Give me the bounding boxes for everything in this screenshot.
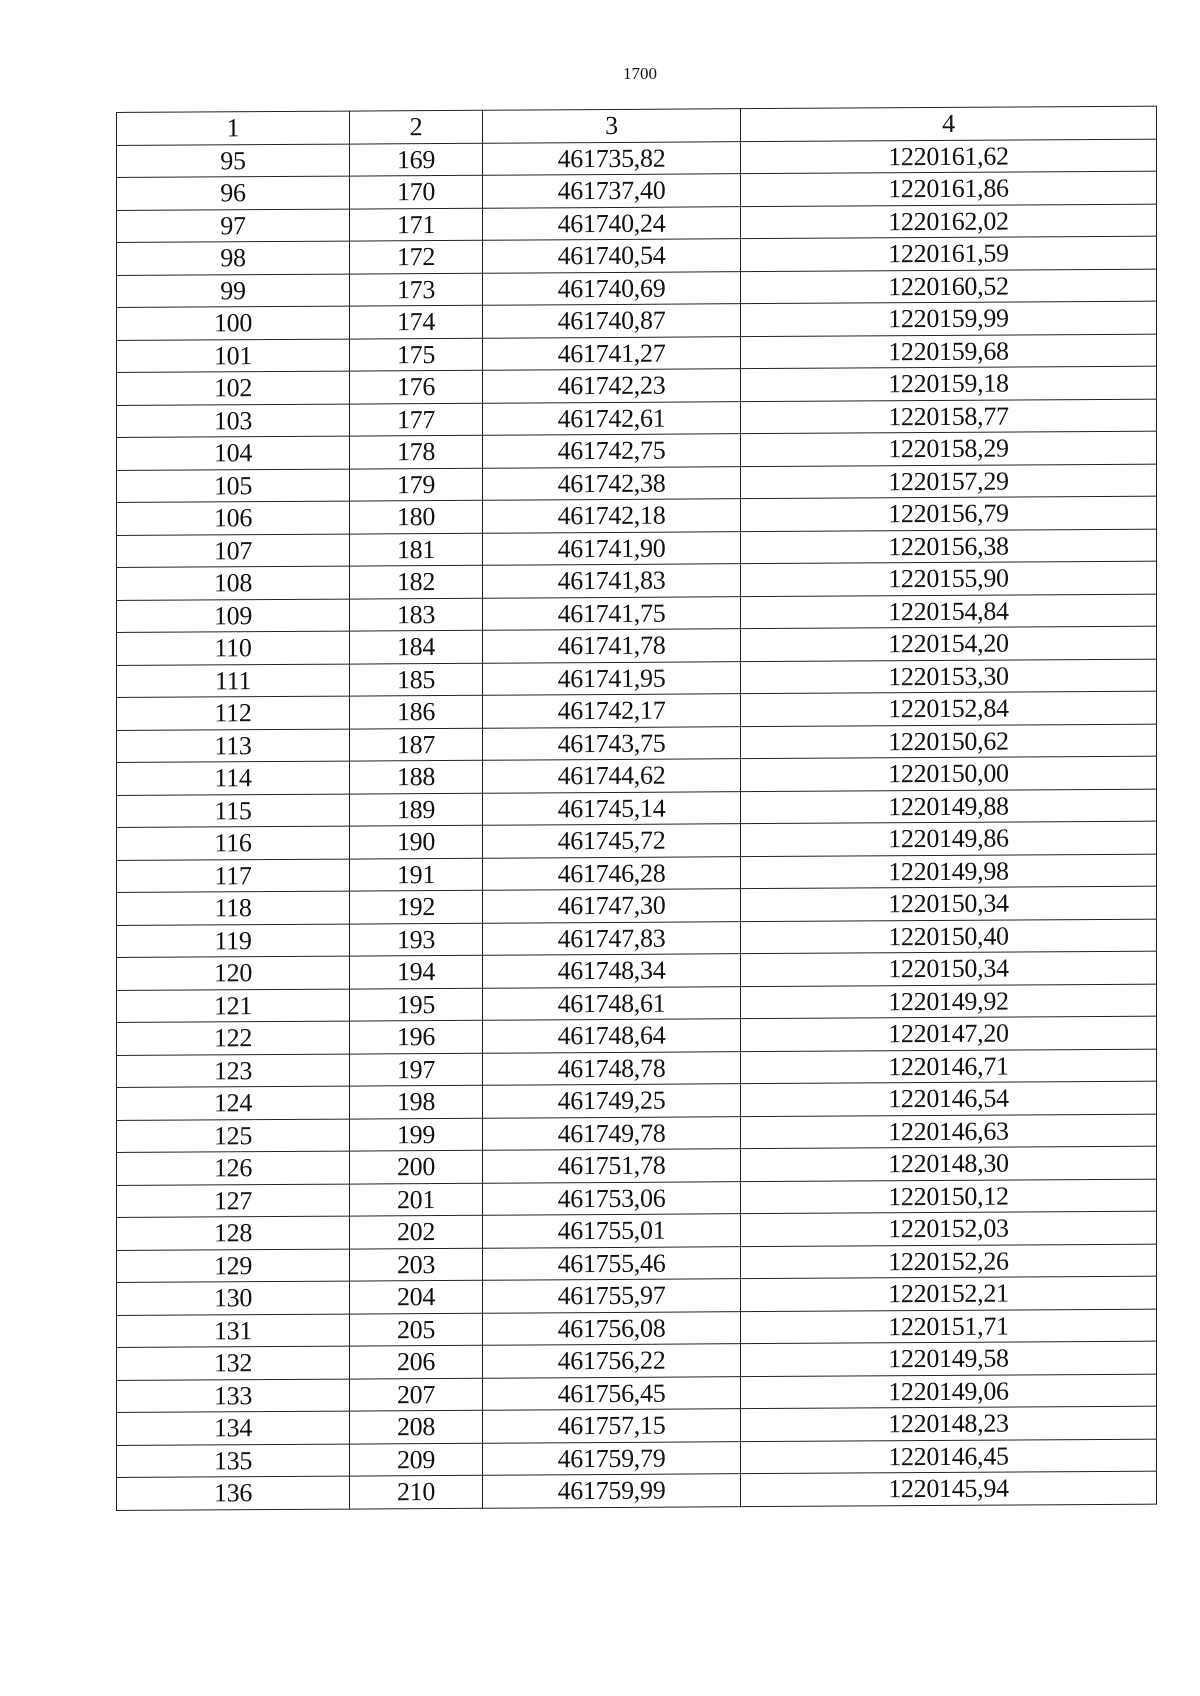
y-coordinate-cell: 1220159,68 xyxy=(741,334,1157,369)
table-body xyxy=(117,106,1157,1510)
y-coordinate-cell: 1220156,79 xyxy=(741,496,1157,531)
y-coordinate-cell: 1220160,52 xyxy=(741,269,1157,304)
x-coordinate-cell: 461740,69 xyxy=(483,271,741,305)
y-coordinate-cell: 1220150,40 xyxy=(741,919,1157,954)
y-coordinate-cell: 1220146,54 xyxy=(741,1081,1157,1116)
row-number-cell: 112 xyxy=(117,696,350,730)
point-number-cell: 204 xyxy=(350,1280,483,1313)
y-coordinate-cell: 1220148,23 xyxy=(741,1406,1157,1441)
point-number-cell: 198 xyxy=(350,1085,483,1118)
row-number-cell: 120 xyxy=(117,956,350,990)
point-number-cell: 176 xyxy=(350,370,483,403)
row-number-cell: 136 xyxy=(117,1476,350,1510)
y-coordinate-cell: 1220154,84 xyxy=(741,594,1157,629)
y-coordinate-cell: 1220150,34 xyxy=(741,886,1157,921)
point-number-cell: 203 xyxy=(350,1248,483,1281)
y-coordinate-cell: 1220155,90 xyxy=(741,561,1157,596)
x-coordinate-cell: 461748,34 xyxy=(483,954,741,988)
x-coordinate-cell: 461749,25 xyxy=(483,1084,741,1118)
point-number-cell: 174 xyxy=(350,305,483,338)
point-number-cell: 188 xyxy=(350,760,483,793)
x-coordinate-cell: 461735,82 xyxy=(483,141,741,175)
x-coordinate-cell: 461742,23 xyxy=(483,369,741,403)
row-number-cell: 105 xyxy=(117,469,350,503)
y-coordinate-cell: 1220152,26 xyxy=(741,1244,1157,1279)
y-coordinate-cell: 1220161,59 xyxy=(741,236,1157,271)
point-number-cell: 169 xyxy=(350,143,483,176)
y-coordinate-cell: 1220146,71 xyxy=(741,1049,1157,1084)
coordinates-table xyxy=(116,106,1157,1511)
y-coordinate-cell: 1220149,92 xyxy=(741,984,1157,1019)
column-header-2: 2 xyxy=(350,110,483,143)
row-number-cell: 119 xyxy=(117,924,350,958)
x-coordinate-cell: 461756,08 xyxy=(483,1311,741,1345)
row-number-cell: 124 xyxy=(117,1086,350,1120)
y-coordinate-cell: 1220149,86 xyxy=(741,821,1157,856)
y-coordinate-cell: 1220149,06 xyxy=(741,1374,1157,1409)
x-coordinate-cell: 461742,17 xyxy=(483,694,741,728)
point-number-cell: 206 xyxy=(350,1345,483,1378)
row-number-cell: 129 xyxy=(117,1249,350,1283)
column-header-3: 3 xyxy=(483,109,741,143)
row-number-cell: 118 xyxy=(117,891,350,925)
row-number-cell: 130 xyxy=(117,1281,350,1315)
point-number-cell: 208 xyxy=(350,1410,483,1443)
x-coordinate-cell: 461741,95 xyxy=(483,661,741,695)
point-number-cell: 177 xyxy=(350,403,483,436)
point-number-cell: 189 xyxy=(350,793,483,826)
x-coordinate-cell: 461737,40 xyxy=(483,174,741,208)
x-coordinate-cell: 461742,38 xyxy=(483,466,741,500)
point-number-cell: 178 xyxy=(350,435,483,468)
y-coordinate-cell: 1220152,21 xyxy=(741,1276,1157,1311)
row-number-cell: 95 xyxy=(117,144,350,178)
row-number-cell: 106 xyxy=(117,501,350,535)
row-number-cell: 127 xyxy=(117,1184,350,1218)
row-number-cell: 123 xyxy=(117,1054,350,1088)
y-coordinate-cell: 1220147,20 xyxy=(741,1016,1157,1051)
row-number-cell: 131 xyxy=(117,1314,350,1348)
point-number-cell: 197 xyxy=(350,1053,483,1086)
row-number-cell: 125 xyxy=(117,1119,350,1153)
row-number-cell: 104 xyxy=(117,436,350,470)
row-number-cell: 97 xyxy=(117,209,350,243)
x-coordinate-cell: 461759,99 xyxy=(483,1474,741,1508)
point-number-cell: 187 xyxy=(350,728,483,761)
y-coordinate-cell: 1220161,86 xyxy=(741,171,1157,206)
point-number-cell: 192 xyxy=(350,890,483,923)
row-number-cell: 109 xyxy=(117,599,350,633)
x-coordinate-cell: 461741,90 xyxy=(483,531,741,565)
y-coordinate-cell: 1220145,94 xyxy=(741,1471,1157,1506)
point-number-cell: 201 xyxy=(350,1183,483,1216)
point-number-cell: 170 xyxy=(350,175,483,208)
x-coordinate-cell: 461748,64 xyxy=(483,1019,741,1053)
y-coordinate-cell: 1220162,02 xyxy=(741,204,1157,239)
point-number-cell: 179 xyxy=(350,468,483,501)
point-number-cell: 209 xyxy=(350,1443,483,1476)
point-number-cell: 193 xyxy=(350,923,483,956)
row-number-cell: 99 xyxy=(117,274,350,308)
row-number-cell: 121 xyxy=(117,989,350,1023)
x-coordinate-cell: 461745,72 xyxy=(483,824,741,858)
coordinates-table-container xyxy=(116,109,1156,1511)
x-coordinate-cell: 461755,46 xyxy=(483,1246,741,1280)
row-number-cell: 114 xyxy=(117,761,350,795)
x-coordinate-cell: 461741,75 xyxy=(483,596,741,630)
point-number-cell: 199 xyxy=(350,1118,483,1151)
x-coordinate-cell: 461740,24 xyxy=(483,206,741,240)
point-number-cell: 194 xyxy=(350,955,483,988)
point-number-cell: 205 xyxy=(350,1313,483,1346)
x-coordinate-cell: 461741,83 xyxy=(483,564,741,598)
row-number-cell: 117 xyxy=(117,859,350,893)
point-number-cell: 200 xyxy=(350,1150,483,1183)
x-coordinate-cell: 461740,87 xyxy=(483,304,741,338)
x-coordinate-cell: 461751,78 xyxy=(483,1149,741,1183)
x-coordinate-cell: 461755,97 xyxy=(483,1279,741,1313)
point-number-cell: 185 xyxy=(350,663,483,696)
x-coordinate-cell: 461742,18 xyxy=(483,499,741,533)
row-number-cell: 111 xyxy=(117,664,350,698)
y-coordinate-cell: 1220149,58 xyxy=(741,1341,1157,1376)
row-number-cell: 126 xyxy=(117,1151,350,1185)
point-number-cell: 181 xyxy=(350,533,483,566)
x-coordinate-cell: 461748,61 xyxy=(483,986,741,1020)
y-coordinate-cell: 1220158,29 xyxy=(741,431,1157,466)
point-number-cell: 196 xyxy=(350,1020,483,1053)
row-number-cell: 113 xyxy=(117,729,350,763)
row-number-cell: 135 xyxy=(117,1444,350,1478)
row-number-cell: 115 xyxy=(117,794,350,828)
row-number-cell: 134 xyxy=(117,1411,350,1445)
y-coordinate-cell: 1220157,29 xyxy=(741,464,1157,499)
point-number-cell: 195 xyxy=(350,988,483,1021)
y-coordinate-cell: 1220152,03 xyxy=(741,1211,1157,1246)
x-coordinate-cell: 461745,14 xyxy=(483,791,741,825)
x-coordinate-cell: 461744,62 xyxy=(483,759,741,793)
table-row xyxy=(117,1471,1157,1510)
x-coordinate-cell: 461740,54 xyxy=(483,239,741,273)
point-number-cell: 184 xyxy=(350,630,483,663)
row-number-cell: 122 xyxy=(117,1021,350,1055)
y-coordinate-cell: 1220156,38 xyxy=(741,529,1157,564)
x-coordinate-cell: 461759,79 xyxy=(483,1441,741,1475)
y-coordinate-cell: 1220148,30 xyxy=(741,1146,1157,1181)
y-coordinate-cell: 1220152,84 xyxy=(741,691,1157,726)
row-number-cell: 101 xyxy=(117,339,350,373)
x-coordinate-cell: 461741,27 xyxy=(483,336,741,370)
page-number: 1700 xyxy=(623,64,657,83)
row-number-cell: 103 xyxy=(117,404,350,438)
point-number-cell: 210 xyxy=(350,1475,483,1508)
point-number-cell: 202 xyxy=(350,1215,483,1248)
y-coordinate-cell: 1220158,77 xyxy=(741,399,1157,434)
y-coordinate-cell: 1220161,62 xyxy=(741,139,1157,174)
y-coordinate-cell: 1220146,63 xyxy=(741,1114,1157,1149)
x-coordinate-cell: 461753,06 xyxy=(483,1181,741,1215)
y-coordinate-cell: 1220159,99 xyxy=(741,301,1157,336)
point-number-cell: 172 xyxy=(350,240,483,273)
point-number-cell: 183 xyxy=(350,598,483,631)
x-coordinate-cell: 461747,30 xyxy=(483,889,741,923)
x-coordinate-cell: 461757,15 xyxy=(483,1409,741,1443)
x-coordinate-cell: 461748,78 xyxy=(483,1051,741,1085)
point-number-cell: 182 xyxy=(350,565,483,598)
row-number-cell: 98 xyxy=(117,241,350,275)
x-coordinate-cell: 461756,45 xyxy=(483,1376,741,1410)
y-coordinate-cell: 1220150,62 xyxy=(741,724,1157,759)
row-number-cell: 107 xyxy=(117,534,350,568)
row-number-cell: 108 xyxy=(117,566,350,600)
point-number-cell: 173 xyxy=(350,273,483,306)
row-number-cell: 128 xyxy=(117,1216,350,1250)
point-number-cell: 180 xyxy=(350,500,483,533)
x-coordinate-cell: 461747,83 xyxy=(483,921,741,955)
y-coordinate-cell: 1220159,18 xyxy=(741,366,1157,401)
point-number-cell: 191 xyxy=(350,858,483,891)
x-coordinate-cell: 461742,75 xyxy=(483,434,741,468)
x-coordinate-cell: 461756,22 xyxy=(483,1344,741,1378)
y-coordinate-cell: 1220149,98 xyxy=(741,854,1157,889)
y-coordinate-cell: 1220150,00 xyxy=(741,756,1157,791)
row-number-cell: 116 xyxy=(117,826,350,860)
y-coordinate-cell: 1220149,88 xyxy=(741,789,1157,824)
x-coordinate-cell: 461749,78 xyxy=(483,1116,741,1150)
y-coordinate-cell: 1220154,20 xyxy=(741,626,1157,661)
point-number-cell: 175 xyxy=(350,338,483,371)
x-coordinate-cell: 461755,01 xyxy=(483,1214,741,1248)
row-number-cell: 96 xyxy=(117,176,350,210)
row-number-cell: 100 xyxy=(117,306,350,340)
x-coordinate-cell: 461746,28 xyxy=(483,856,741,890)
row-number-cell: 102 xyxy=(117,371,350,405)
x-coordinate-cell: 461741,78 xyxy=(483,629,741,663)
y-coordinate-cell: 1220146,45 xyxy=(741,1439,1157,1474)
point-number-cell: 207 xyxy=(350,1378,483,1411)
row-number-cell: 110 xyxy=(117,631,350,665)
point-number-cell: 190 xyxy=(350,825,483,858)
y-coordinate-cell: 1220150,12 xyxy=(741,1179,1157,1214)
y-coordinate-cell: 1220153,30 xyxy=(741,659,1157,694)
row-number-cell: 132 xyxy=(117,1346,350,1380)
column-header-1: 1 xyxy=(117,111,350,145)
y-coordinate-cell: 1220151,71 xyxy=(741,1309,1157,1344)
x-coordinate-cell: 461743,75 xyxy=(483,726,741,760)
point-number-cell: 171 xyxy=(350,208,483,241)
point-number-cell: 186 xyxy=(350,695,483,728)
column-header-4: 4 xyxy=(741,106,1157,141)
row-number-cell: 133 xyxy=(117,1379,350,1413)
y-coordinate-cell: 1220150,34 xyxy=(741,951,1157,986)
x-coordinate-cell: 461742,61 xyxy=(483,401,741,435)
